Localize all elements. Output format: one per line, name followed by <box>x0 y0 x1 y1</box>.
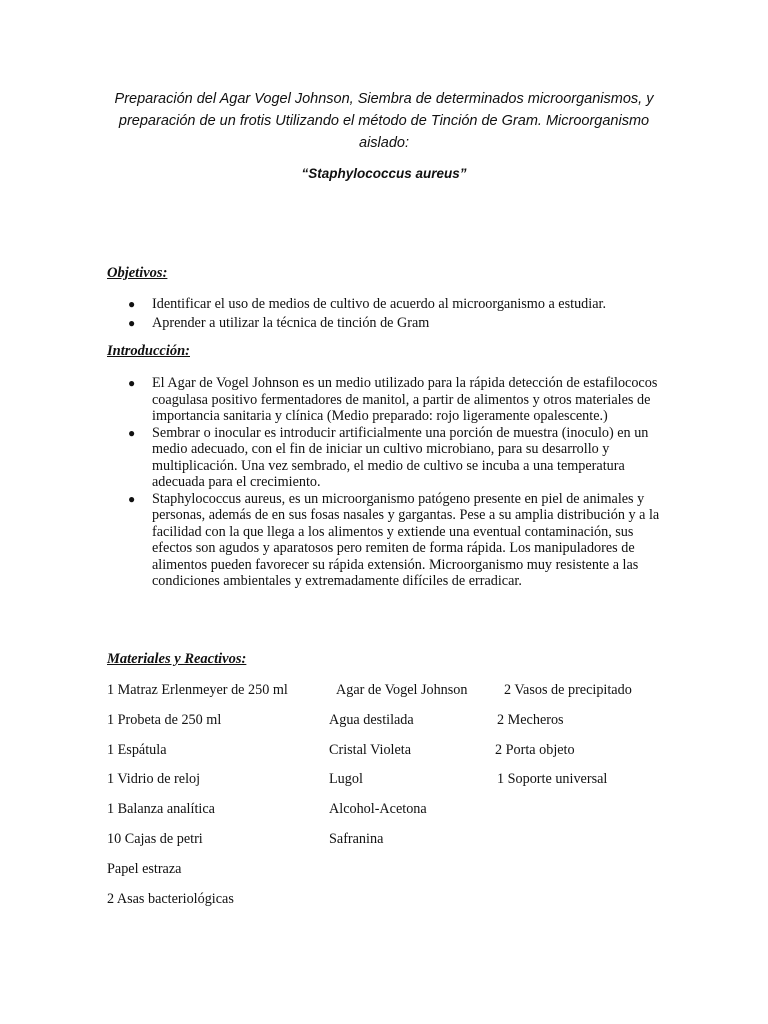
list-item: 1 Espátula <box>107 741 167 758</box>
list-item: Agar de Vogel Johnson <box>336 682 468 698</box>
materiales-col1 <box>107 682 288 920</box>
list-item: 1 Vidrio de reloj <box>107 771 201 788</box>
list-item: Alcohol-Acetona <box>329 801 427 818</box>
list-item: Cristal Violeta <box>329 741 412 758</box>
list-item: ● El Agar de Vogel Johnson es un medio utilizado para la rápida detección de estafilococos coagulasa positivo fermentadores de manitol, a partir de alimentos y otros materiales de importancia sanitaria y clínica (Medio preparado: rojo ligeramente opalescente.) <box>128 375 658 424</box>
introduccion-list <box>107 375 667 590</box>
list-item: Safranina <box>329 830 384 847</box>
materiales-heading: Materiales y Reactivos: <box>107 651 247 667</box>
list-item: 2 Mecheros <box>497 711 564 728</box>
list-item: ● Sembrar o inocular es introducir artificialmente una porción de muestra (inoculo) en un medio adecuado, con el fin de iniciar un cultivo microbiano, para su desarrollo y multiplicación. Una vez sembrado, el medio de cultivo se incuba a una temperatura adecuada para el crecimiento. <box>128 424 649 490</box>
list-item: 1 Matraz Erlenmeyer de 250 ml <box>107 682 288 698</box>
objetivos-heading: Objetivos: <box>107 265 168 281</box>
list-item: 2 Porta objeto <box>495 741 575 758</box>
bullet-icon: ● <box>128 376 136 390</box>
list-item: ● Identificar el uso de medios de cultivo de acuerdo al microorganismo a estudiar. <box>128 296 606 312</box>
list-item: 1 Balanza analítica <box>107 801 215 818</box>
list-item: Papel estraza <box>107 860 182 877</box>
introduccion-heading: Introducción: <box>107 343 190 359</box>
list-item: Agua destilada <box>329 711 414 728</box>
bullet-icon: ● <box>128 297 136 311</box>
list-item: ● Aprender a utilizar la técnica de tinción de Gram <box>128 314 430 331</box>
bullet-icon: ● <box>128 425 136 440</box>
bullet-icon: ● <box>128 491 136 506</box>
document-title: Preparación del Agar Vogel Johnson, Siembra de determinados microorganismos, y preparación de un frotis Utilizando el método de Tinción de Gram. Microorganismo aislado: <box>114 91 654 151</box>
organism-name: “Staphylococcus aureus” <box>301 166 467 181</box>
list-item: 10 Cajas de petri <box>107 830 203 847</box>
list-item: Lugol <box>329 771 363 788</box>
list-item: 2 Vasos de precipitado <box>504 682 632 698</box>
materiales-col3 <box>495 682 632 801</box>
list-item: 1 Probeta de 250 ml <box>107 711 222 728</box>
list-item: 1 Soporte universal <box>497 771 608 788</box>
list-item: 2 Asas bacteriológicas <box>107 890 234 907</box>
list-item: ● Staphylococcus aureus, es un microorganismo patógeno presente en piel de animales y personas, además de en sus fosas nasales y gargantas. Pese a su amplia distribución y a la facilidad con la que llega a los alimentos y extiende una eventual contaminación, sus efectos son agudos y aparatosos pero remiten de forma rápida. Los manipuladores de alimentos pueden favorecer su rápida extensión. Microorganismo muy resistente a las condiciones ambientales y extremadamente difíciles de erradicar. <box>128 490 660 589</box>
objetivos-list <box>107 296 667 331</box>
materiales-col2 <box>329 682 468 861</box>
bullet-icon: ● <box>128 315 136 330</box>
